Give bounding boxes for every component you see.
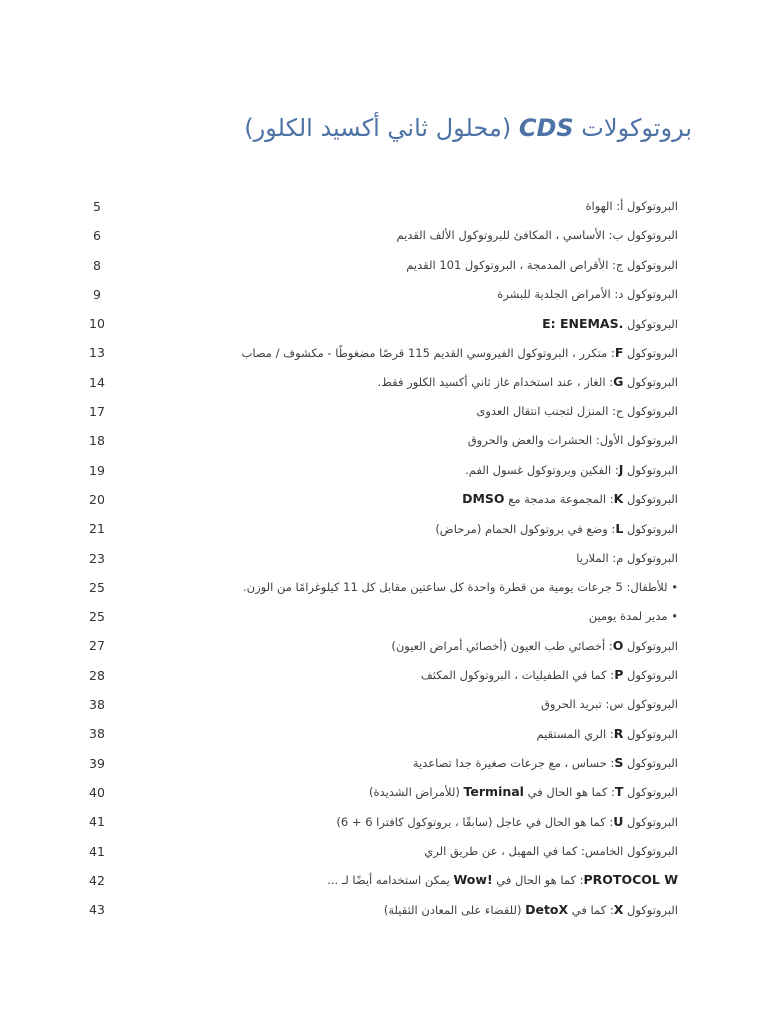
toc-entry-text: : كما هو الحال في [492,873,584,888]
page-title [244,111,692,145]
toc-entry [89,778,678,807]
toc-entry-text: : أخصائي طب العيون (أخصائي أمراض العيون) [391,638,613,653]
toc-entry-label [378,367,678,397]
toc-entry-keyword: PROTOCOL W [583,872,678,888]
toc-entry-text: : الفكين وبروتوكول غسول الفم. [465,463,619,478]
toc-entry-page: 40 [89,784,105,800]
toc-entry [89,661,678,690]
toc-entry-label [462,484,678,514]
toc-entry [89,251,678,280]
toc-entry-page: 28 [89,667,105,683]
toc-entry-keyword: T [614,784,624,800]
toc-entry [89,397,678,426]
toc-entry-page: 42 [89,872,105,888]
toc-entry-page: 10 [89,316,105,332]
table-of-contents [89,192,678,924]
toc-entry-text: البروتوكول الأول: الحشرات والعض والحروق [467,433,678,448]
toc-entry-page: 43 [89,902,105,918]
toc-entry-label [384,895,678,925]
toc-entry-keyword: K [613,491,624,507]
toc-entry [89,514,678,543]
toc-entry-page: 39 [89,755,105,771]
toc-entry-text: (للأمراض الشديدة) [369,785,464,800]
toc-entry [89,338,678,367]
toc-entry-page: 41 [89,843,105,859]
toc-entry-text: البروتوكول [623,375,678,390]
toc-entry-keyword: R [613,725,624,741]
toc-entry-text: : الغاز ، عند استخدام غاز ثاني أكسيد الكلور فقط. [377,375,614,390]
toc-entry-text: : كما هو الحال في [523,785,615,800]
toc-entry-label [541,690,678,719]
toc-entry-label [336,807,678,837]
toc-entry-text: البروتوكول أ: الهواة [585,199,678,213]
toc-entry-text: يمكن استخدامه أيضًا لـ ... [327,873,454,888]
toc-entry-label [585,192,678,221]
toc-entry-page: 6 [93,228,101,244]
toc-entry [89,309,678,338]
toc-entry-text: : متكرر ، البروتوكول الفيروسي القديم 115 قرصًا مضغوطًا - مكشوف / مصاب [241,345,615,360]
title-acronym: CDS [518,114,574,142]
toc-entry-text: البروتوكول [623,785,678,800]
toc-entry-text: البروتوكول ب: الأساسي ، المكافئ للبروتوكول الألف القديم [396,228,678,243]
toc-entry-label [497,280,678,309]
toc-entry-text: البروتوكول [623,638,678,653]
toc-entry-page: 23 [89,550,105,566]
toc-entry-label [435,514,678,544]
toc-entry-page: 17 [89,404,105,420]
toc-entry-keyword: J [618,462,624,478]
toc-entry-keyword: O [612,637,624,653]
toc-entry-text: : كما هو الحال في عاجل (سابقًا ، بروتوكول كافترا 6 + 6) [336,814,614,829]
toc-entry-text: : الري المستقيم [536,726,614,741]
toc-entry-text: البروتوكول [623,668,678,683]
toc-entry-text: : حساس ، مع جرعات صغيرة جدا تصاعدية [412,756,615,771]
toc-entry-keyword: DetoX [525,901,569,917]
toc-entry [89,866,678,895]
title-text: (محلول ثاني أكسيد الكلور) [244,114,519,142]
toc-entry-keyword: X [613,901,624,917]
toc-entry-page: 13 [89,345,105,361]
toc-entry-label [396,221,678,250]
toc-entry [89,719,678,748]
toc-entry-page: 19 [89,462,105,478]
toc-entry [89,573,678,602]
toc-entry [89,368,678,397]
toc-entry [89,221,678,250]
toc-entry-keyword: Wow! [453,872,493,888]
toc-entry [89,807,678,836]
toc-entry-keyword: Terminal [463,784,524,800]
toc-entry-page: 25 [89,579,105,595]
toc-entry-keyword: P [614,667,624,683]
toc-entry-label [242,338,679,368]
toc-entry [89,280,678,309]
title-text: بروتوكولات [573,114,692,142]
toc-entry-label [369,777,678,807]
toc-entry [89,485,678,514]
toc-entry-keyword: DMSO [462,491,505,507]
toc-entry-page: 20 [89,491,105,507]
toc-entry-text: البروتوكول د: الأمراض الجلدية للبشرة [497,286,678,301]
toc-entry-page: 21 [89,521,105,537]
toc-entry-text: البروتوكول س: تبريد الحروق [540,697,678,712]
toc-entry-keyword: U [613,813,624,829]
toc-entry-label [468,426,678,455]
toc-entry-text: البروتوكول [623,814,678,829]
toc-entry [89,426,678,455]
toc-entry-text: (للقضاء على المعادن الثقيلة) [383,902,526,917]
toc-entry-text: البروتوكول [623,316,678,331]
toc-entry-label [576,544,678,573]
toc-entry [89,192,678,221]
toc-entry-page: 8 [93,257,101,273]
toc-entry [89,544,678,573]
toc-entry-text: البروتوكول الخامس: كما في المهبل ، عن طريق الري [424,843,678,858]
toc-entry-text: البروتوكول [623,521,678,536]
toc-entry-label [465,455,678,485]
toc-entry [89,456,678,485]
toc-entry-text: : المجموعة مدمجة مع [504,492,614,507]
toc-entry-keyword: F [614,344,624,360]
toc-entry-label [536,719,678,749]
toc-entry-label [327,865,678,895]
toc-entry [89,749,678,778]
toc-entry-page: 27 [89,638,105,654]
toc-entry-page: 5 [93,199,101,214]
toc-entry-page: 25 [89,609,105,625]
toc-bullet-text: • مدير لمدة يومين [588,609,678,624]
toc-entry-keyword: G [613,374,624,390]
toc-entry-page: 41 [89,814,105,830]
toc-entry-label [406,251,678,280]
toc-entry [89,631,678,660]
toc-entry-text: : كما في [568,902,614,917]
toc-entry-text: : وضع في بروتوكول الحمام (مرحاض) [435,521,616,536]
toc-entry-label [243,573,678,602]
toc-entry-text: البروتوكول [623,492,678,507]
toc-entry-page: 14 [89,374,105,390]
toc-entry-text: البروتوكول ح: المنزل لتجنب انتقال العدوى [476,404,678,419]
toc-entry-keyword: L [615,520,624,536]
toc-entry [89,837,678,866]
toc-entry-text: البروتوكول م: الملاريا [576,550,678,565]
toc-entry-text: : كما في الطفيليات ، البروتوكول المكثف [420,668,615,683]
toc-entry-label [476,397,678,426]
toc-entry-text: البروتوكول [623,902,678,917]
toc-entry-text: البروتوكول [623,726,678,741]
toc-entry [89,602,678,631]
toc-entry-page: 38 [89,726,105,742]
toc-entry [89,895,678,924]
toc-entry-label [391,631,678,661]
toc-entry-keyword: S [614,755,624,771]
toc-entry-text: البروتوكول [623,756,678,771]
toc-entry-text: البروتوكول [623,345,678,360]
toc-entry-label [542,309,678,339]
toc-entry-label [413,748,678,778]
toc-bullet-text: • للأطفال: 5 جرعات يومية من قطرة واحدة كل ساعتين مقابل كل 11 كيلوغرامًا من الوزن. [243,579,678,594]
toc-entry-text: البروتوكول ج: الأقراص المدمجة ، البروتوكول 101 القديم [406,257,678,272]
toc-entry-page: 18 [89,433,105,449]
toc-entry-label [589,602,678,631]
toc-entry [89,690,678,719]
toc-entry-page: 38 [89,697,105,713]
toc-entry-text: البروتوكول [623,463,678,478]
toc-entry-label [424,837,678,866]
toc-entry-label [421,660,678,690]
toc-entry-page: 9 [93,286,101,302]
toc-entry-keyword: E: ENEMAS. [542,315,624,331]
